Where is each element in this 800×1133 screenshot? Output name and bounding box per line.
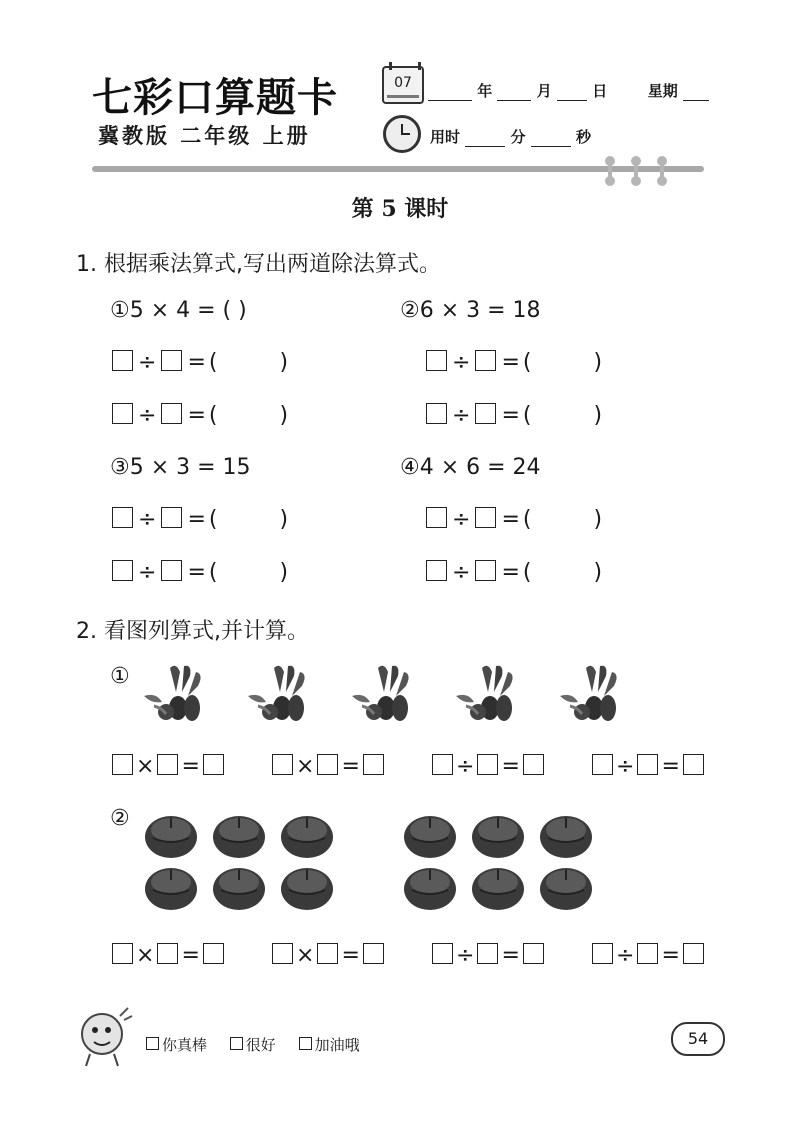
vegetable-bunch-icon	[244, 662, 316, 722]
answer-box[interactable]	[317, 754, 338, 775]
close-paren: )	[279, 507, 289, 532]
answer-box[interactable]	[363, 943, 384, 964]
open-paren: (	[208, 560, 218, 585]
equals-sign: =	[341, 943, 360, 968]
tomato-icon	[143, 810, 199, 860]
vegetable-bunch-icon	[556, 662, 628, 722]
day-label: 日	[592, 82, 608, 100]
division-sign: ÷	[138, 560, 157, 585]
close-paren: )	[279, 560, 289, 585]
tomato-icon	[279, 862, 335, 912]
page-number: 54	[671, 1022, 725, 1056]
times-sign: ×	[296, 943, 315, 968]
tomato-icon	[143, 862, 199, 912]
picture-equation	[430, 943, 546, 968]
equals-sign: =	[501, 403, 520, 428]
weekday-label: 星期	[647, 82, 678, 100]
answer-box[interactable]	[157, 754, 178, 775]
equals-sign: =	[187, 560, 206, 585]
open-paren: (	[522, 560, 532, 585]
answer-box[interactable]	[475, 403, 496, 424]
equals-sign: =	[341, 754, 360, 779]
division-answer-row	[424, 350, 602, 375]
division-answer-row	[110, 507, 288, 532]
minute-label: 分	[510, 128, 526, 146]
answer-box[interactable]	[112, 350, 133, 371]
q2-part-1-label: ①	[110, 664, 130, 689]
answer-box[interactable]	[475, 350, 496, 371]
times-sign: ×	[136, 754, 155, 779]
close-paren: )	[593, 560, 603, 585]
pin-icon	[634, 160, 638, 182]
answer-box[interactable]	[317, 943, 338, 964]
equals-sign: =	[187, 507, 206, 532]
q2-part-2-label: ②	[110, 806, 130, 831]
answer-box[interactable]	[161, 350, 182, 371]
tomato-icon	[470, 810, 526, 860]
answer-box[interactable]	[432, 754, 453, 775]
equals-sign: =	[501, 350, 520, 375]
answer-box[interactable]	[523, 943, 544, 964]
picture-equation	[270, 943, 386, 968]
answer-box[interactable]	[477, 754, 498, 775]
vegetable-bunch-icon	[452, 662, 524, 722]
division-sign: ÷	[456, 754, 475, 779]
division-sign: ÷	[616, 754, 635, 779]
answer-box[interactable]	[272, 754, 293, 775]
checkbox[interactable]	[299, 1037, 312, 1050]
picture-equation	[590, 754, 706, 779]
open-paren: (	[522, 507, 532, 532]
open-paren: (	[522, 403, 532, 428]
answer-box[interactable]	[161, 403, 182, 424]
eval-option-keep-going[interactable]: 加油哦	[297, 1036, 360, 1054]
division-sign: ÷	[452, 403, 471, 428]
second-label: 秒	[575, 128, 591, 146]
answer-box[interactable]	[523, 754, 544, 775]
answer-box[interactable]	[203, 754, 224, 775]
division-answer-row	[424, 560, 602, 585]
equals-sign: =	[661, 943, 680, 968]
answer-box[interactable]	[157, 943, 178, 964]
division-answer-row	[110, 560, 288, 585]
picture-equation	[590, 943, 706, 968]
equals-sign: =	[501, 754, 520, 779]
division-answer-row	[424, 507, 602, 532]
answer-box[interactable]	[112, 507, 133, 528]
answer-box[interactable]	[475, 507, 496, 528]
picture-equation	[110, 754, 226, 779]
self-evaluation	[144, 1034, 376, 1055]
open-paren: (	[208, 403, 218, 428]
answer-box[interactable]	[203, 943, 224, 964]
equals-sign: =	[187, 403, 206, 428]
answer-box[interactable]	[592, 754, 613, 775]
tomato-icon	[538, 862, 594, 912]
q1-item-3: ③5 × 3 = 15	[110, 455, 251, 480]
answer-box[interactable]	[112, 403, 133, 424]
checkbox[interactable]	[230, 1037, 243, 1050]
q1-item-1: ①5 × 4 = ( )	[110, 298, 247, 323]
close-paren: )	[279, 403, 289, 428]
answer-box[interactable]	[592, 943, 613, 964]
question-1-title: 1. 根据乘法算式,写出两道除法算式。	[76, 252, 441, 277]
tomato-icon	[402, 862, 458, 912]
tomato-icon	[470, 862, 526, 912]
division-sign: ÷	[138, 350, 157, 375]
equals-sign: =	[181, 943, 200, 968]
checkbox[interactable]	[146, 1037, 159, 1050]
tomato-icon	[211, 810, 267, 860]
answer-box[interactable]	[161, 507, 182, 528]
tomato-icon	[402, 810, 458, 860]
mascot-icon	[76, 1004, 136, 1068]
times-sign: ×	[136, 943, 155, 968]
pin-icon	[608, 160, 612, 182]
tomato-icon	[538, 810, 594, 860]
answer-box[interactable]	[363, 754, 384, 775]
answer-box[interactable]	[112, 943, 133, 964]
answer-box[interactable]	[683, 754, 704, 775]
close-paren: )	[593, 403, 603, 428]
times-sign: ×	[296, 754, 315, 779]
calendar-icon	[382, 66, 424, 104]
picture-equation	[270, 754, 386, 779]
division-sign: ÷	[616, 943, 635, 968]
equals-sign: =	[181, 754, 200, 779]
time-line	[430, 126, 591, 147]
logo-title: 七彩口算题卡	[92, 74, 338, 121]
answer-box[interactable]	[426, 560, 447, 581]
answer-box[interactable]	[683, 943, 704, 964]
book-edition: 冀教版 二年级 上册	[98, 124, 311, 148]
equals-sign: =	[501, 507, 520, 532]
close-paren: )	[593, 350, 603, 375]
month-label: 月	[536, 82, 552, 100]
header-divider	[92, 166, 704, 172]
eval-option-good[interactable]: 很好	[228, 1036, 276, 1054]
q1-item-4: ④4 × 6 = 24	[400, 455, 541, 480]
tomato-icon	[279, 810, 335, 860]
division-sign: ÷	[452, 507, 471, 532]
answer-box[interactable]	[637, 754, 658, 775]
vegetable-bunch-icon	[348, 662, 420, 722]
open-paren: (	[208, 350, 218, 375]
answer-box[interactable]	[637, 943, 658, 964]
vegetable-bunch-icon	[140, 662, 212, 722]
answer-box[interactable]	[272, 943, 293, 964]
open-paren: (	[522, 350, 532, 375]
date-line	[428, 80, 709, 101]
clock-icon	[383, 115, 421, 153]
answer-box[interactable]	[426, 507, 447, 528]
answer-box[interactable]	[112, 560, 133, 581]
division-answer-row	[110, 350, 288, 375]
division-sign: ÷	[138, 507, 157, 532]
question-2-title: 2. 看图列算式,并计算。	[76, 619, 309, 644]
open-paren: (	[208, 507, 218, 532]
time-used-label: 用时	[430, 128, 461, 146]
equals-sign: =	[661, 754, 680, 779]
tomato-icon	[211, 862, 267, 912]
lesson-title: 第 5 课时	[351, 196, 449, 222]
close-paren: )	[279, 350, 289, 375]
q1-item-2: ②6 × 3 = 18	[400, 298, 541, 323]
answer-box[interactable]	[432, 943, 453, 964]
pin-icon	[660, 160, 664, 182]
division-sign: ÷	[456, 943, 475, 968]
eval-option-great[interactable]: 你真棒	[144, 1036, 207, 1054]
equals-sign: =	[187, 350, 206, 375]
picture-equation	[110, 943, 226, 968]
answer-box[interactable]	[426, 350, 447, 371]
year-label: 年	[477, 82, 493, 100]
division-answer-row	[424, 403, 602, 428]
equals-sign: =	[501, 943, 520, 968]
equals-sign: =	[501, 560, 520, 585]
calendar-number: 07	[394, 75, 412, 91]
division-sign: ÷	[138, 403, 157, 428]
answer-box[interactable]	[426, 403, 447, 424]
division-sign: ÷	[452, 560, 471, 585]
answer-box[interactable]	[477, 943, 498, 964]
division-sign: ÷	[452, 350, 471, 375]
answer-box[interactable]	[112, 754, 133, 775]
picture-equation	[430, 754, 546, 779]
close-paren: )	[593, 507, 603, 532]
answer-box[interactable]	[475, 560, 496, 581]
division-answer-row	[110, 403, 288, 428]
answer-box[interactable]	[161, 560, 182, 581]
